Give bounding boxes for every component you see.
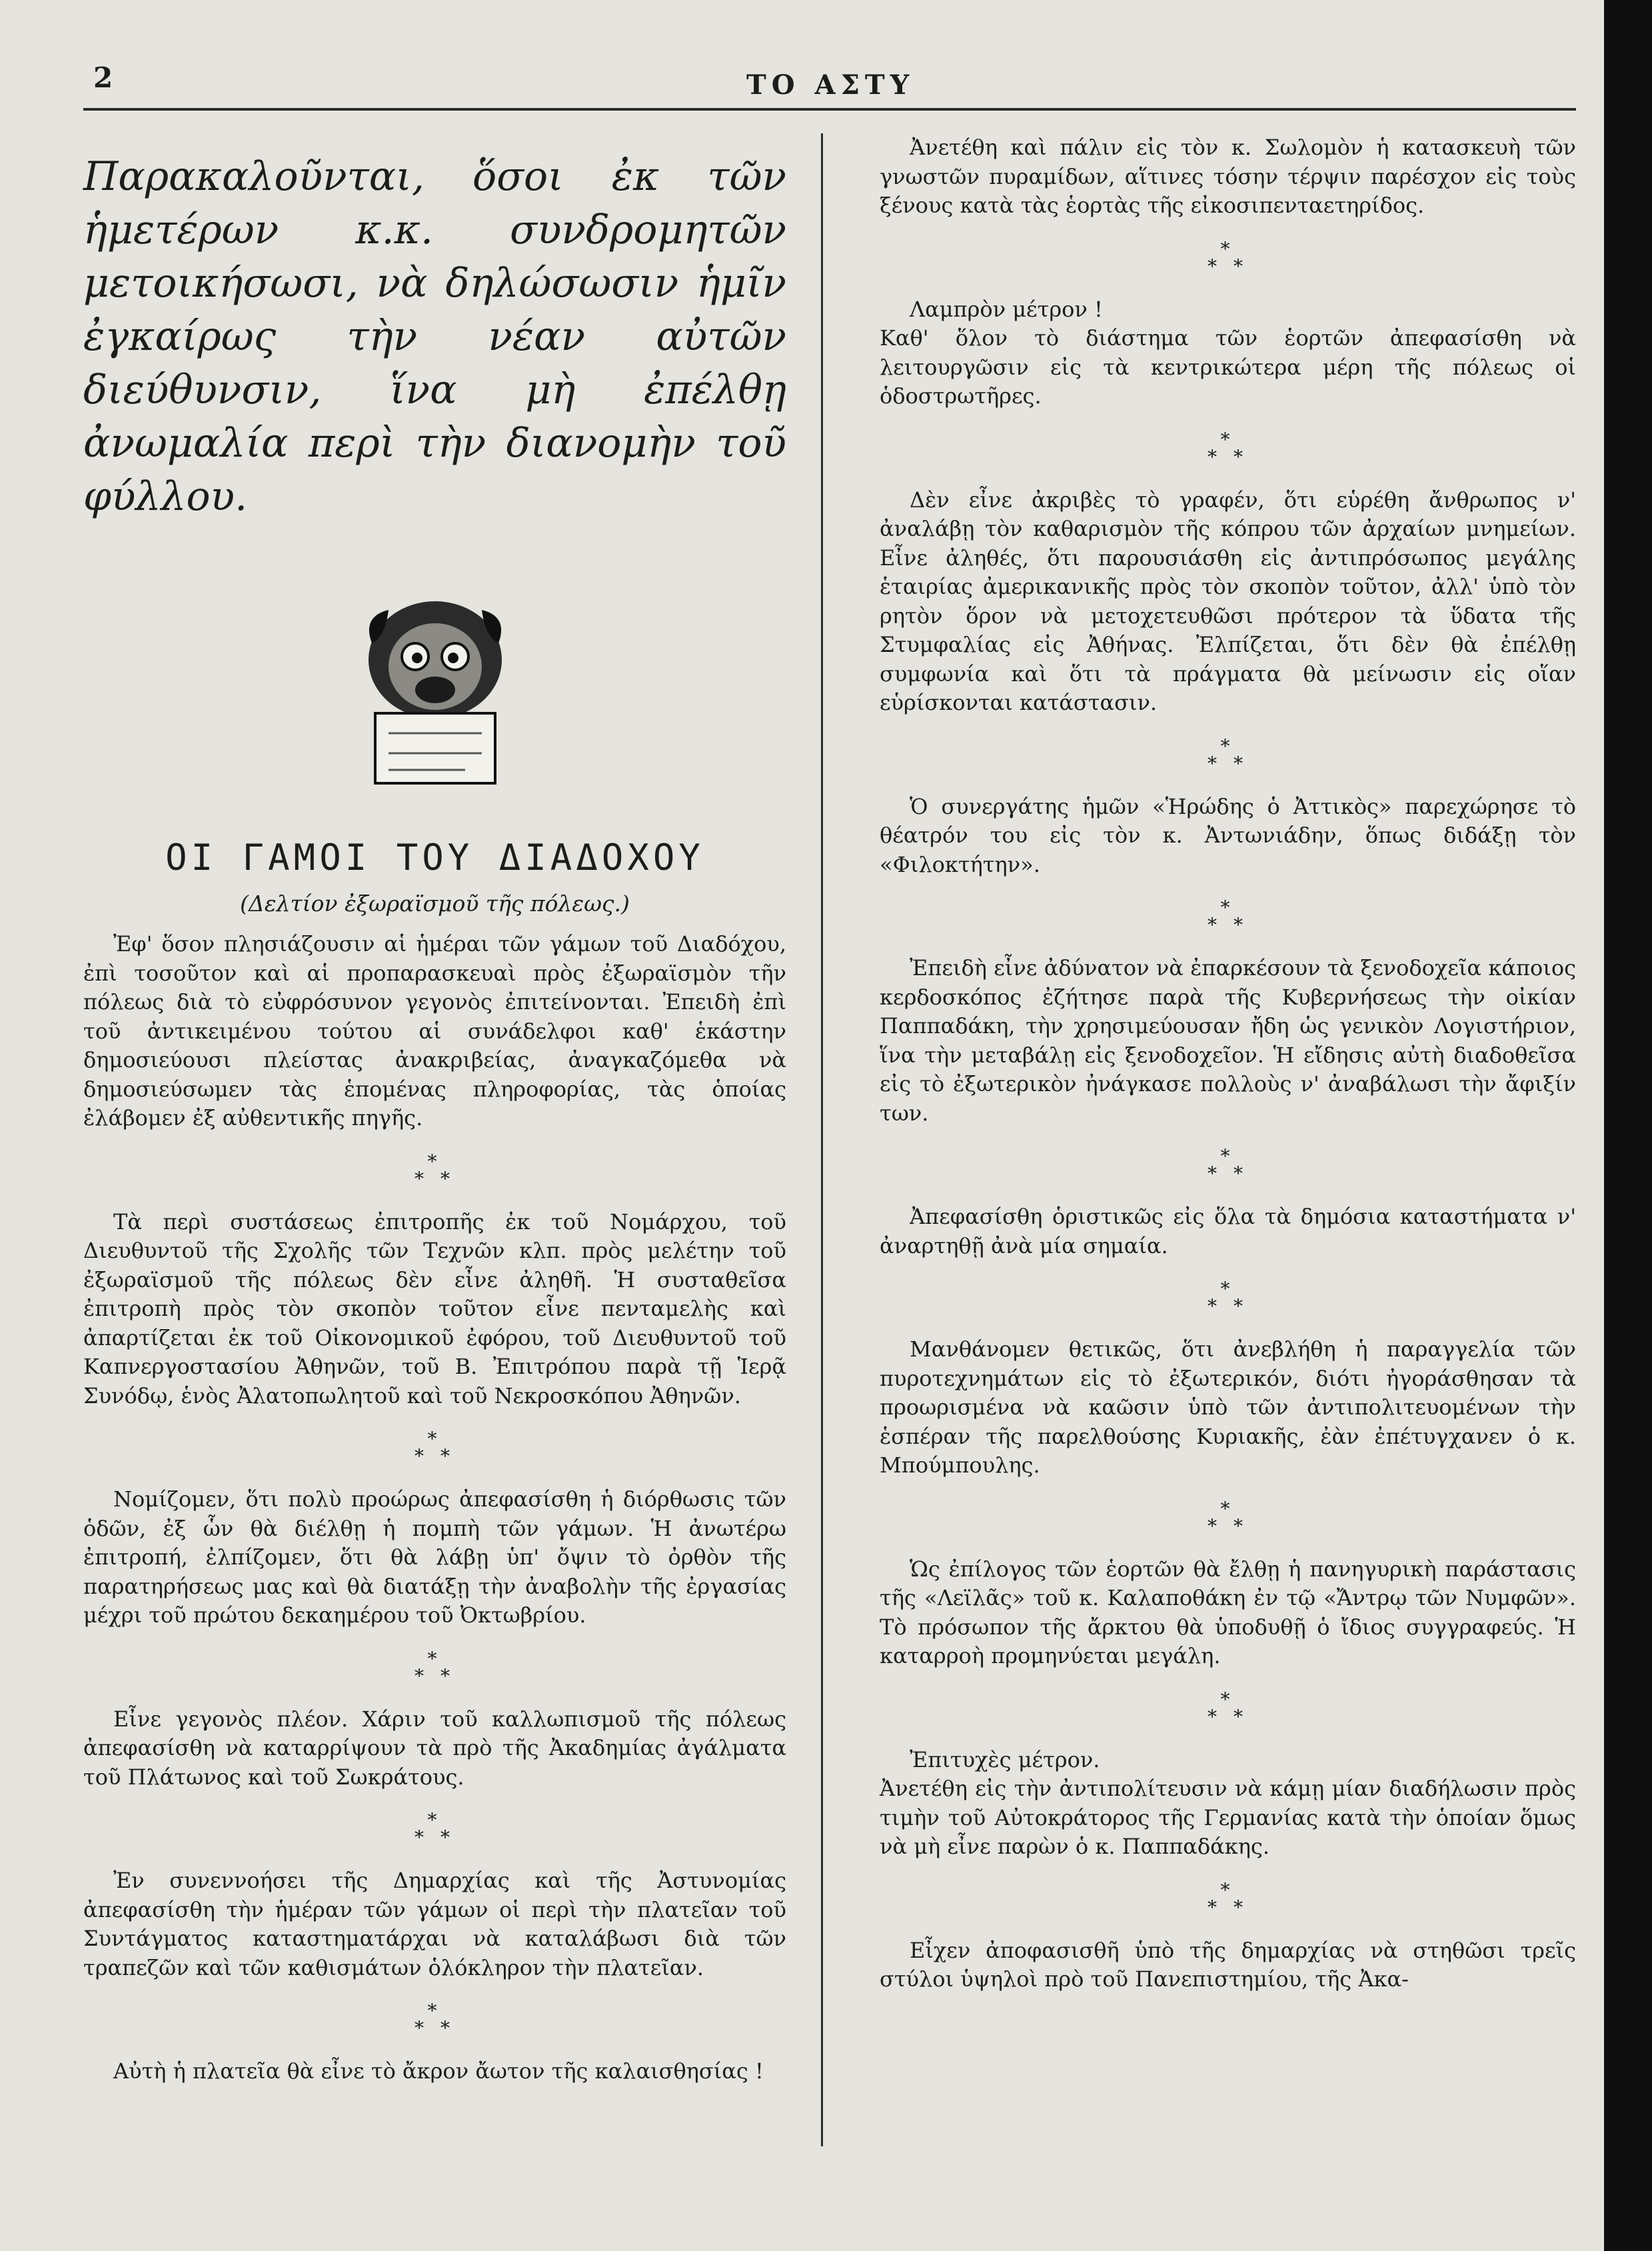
page-number: 2 — [93, 61, 113, 94]
section-separator: * * * — [1208, 237, 1248, 277]
subscriber-notice: Παρακαλοῦνται, ὅσοι ἐκ τῶν ἡμετέρων κ.κ. συνδρομητῶν μετοικήσωσι, νὰ δηλώσωσιν ἡμῖν ἐγκαίρως τὴν νέαν αὐτῶν διεύθυνσιν, ἵνα μὴ ἐπέλθῃ ἀνωμαλία περὶ τὴν διανομὴν τοῦ φύλλου. — [83, 153, 786, 520]
right-paragraph-5: Ἐπειδὴ εἶνε ἀδύνατον νὰ ἐπαρκέσουν τὰ ξενοδοχεῖα κάποιος κερδοσκόπος ἐζήτησε παρὰ τῆς Κυβερνήσεως τὴν οἰκίαν Παππαδάκη, τὴν χρησιμεύουσαν ἤδη ὡς γενικὸν Λογιστήριον, ἵνα τὴν μεταβάλῃ εἰς ξενοδοχεῖον. Ἡ εἴδησις αὐτὴ διαδοθεῖσα εἰς τὸ ἐξωτερικὸν ἠνάγκασε πολλοὺς ν' ἀναβάλωσι τὴν ἄφιξίν των. — [880, 955, 1576, 1126]
right-paragraph-2: Λαμπρὸν μέτρον ! Καθ' ὅλον τὸ διάστημα τῶν ἑορτῶν ἀπεφασίσθη νὰ λειτουργῶσιν εἰς τὰ κεντρικώτερα μέρη τῆς πόλεως οἱ ὁδοστρωτῆρες. — [880, 296, 1576, 409]
section-separator: * * * — [414, 1428, 455, 1467]
left-paragraph-3: Νομίζομεν, ὅτι πολὺ προώρως ἀπεφασίσθη ἡ διόρθωσις τῶν ὁδῶν, ἐξ ὧν θὰ διέλθῃ ἡ πομπὴ τῶν γάμων. Ἡ ἀνωτέρω ἐπιτροπή, ἐλπίζομεν, ὅτι θὰ λάβῃ ὑπ' ὄψιν τὸ ὀρθὸν τῆς παρατηρήσεως μας καὶ θὰ διατάξῃ τὴν ἀναβολὴν τῆς ἐργασίας μέχρι τοῦ πρώτου δεκαημέρου τοῦ Ὀκτωβρίου. — [83, 1486, 786, 1628]
article-heading: ΟΙ ΓΑΜΟΙ ΤΟΥ ΔΙΑΔΟΧΟΥ — [165, 837, 704, 879]
right-paragraph-9: Ἐπιτυχὲς μέτρον. Ἀνετέθη εἰς τὴν ἀντιπολίτευσιν νὰ κάμῃ μίαν διαδήλωσιν πρὸς τιμὴν τοῦ Αὐτοκράτορος τῆς Γερμανίας κατὰ τὴν ὁποίαν ὅμως νὰ μὴ εἶνε παρὼν ὁ κ. Παππαδάκης. — [880, 1746, 1576, 1859]
right-paragraph-7: Μανθάνομεν θετικῶς, ὅτι ἀνεβλήθη ἡ παραγγελία τῶν πυροτεχνημάτων εἰς τὸ ἐξωτερικόν, διότι ἠγοράσθησαν τὰ προωρισμένα νὰ καῶσιν ὑπὸ τῶν ἀντιπολιτευομένων τὴν ἑσπέραν τῆς παρελθούσης Κυριακῆς, ἐὰν ἐπέτυγχανεν ὁ κ. Μπούμπουλης. — [880, 1336, 1576, 1478]
left-column — [83, 133, 786, 2086]
column-divider — [821, 133, 823, 2146]
separator-star: * — [427, 1150, 442, 1172]
right-column — [880, 133, 1576, 1994]
left-paragraph-5: Ἐν συνεννοήσει τῆς Δημαρχίας καὶ τῆς Ἀστυνομίας ἀπεφασίσθη τὴν ἡμέραν τῶν γάμων οἱ περὶ τὴν πλατεῖαν τοῦ Συντάγματος καταστηματάρχαι νὰ καταλάβωσι διὰ τῶν τραπεζῶν καὶ τῶν καθισμάτων ὁλόκληρον τὴν πλατεῖαν. — [83, 1868, 786, 1980]
right-paragraph-1: Ἀνετέθη καὶ πάλιν εἰς τὸν κ. Σωλομὸν ἡ κατασκευὴ τῶν γνωστῶν πυραμίδων, αἵτινες τόσην τέρψιν παρέσχον εἰς τοὺς ξένους κατὰ τὰς ἑορτὰς τῆς εἰκοσιπενταετηρίδος. — [880, 135, 1576, 218]
left-paragraph-2: Τὰ περὶ συστάσεως ἐπιτροπῆς ἐκ τοῦ Νομάρχου, τοῦ Διευθυντοῦ τῆς Σχολῆς τῶν Τεχνῶν κλπ. πρὸς μελέτην τοῦ ἐξωραϊσμοῦ τῆς πόλεως δὲν εἶνε ἀληθῆ. Ἡ συσταθεῖσα ἐπιτροπὴ πρὸς τὸν σκοπὸν τοῦτον εἶνε πενταμελὴς καὶ ἀπαρτίζεται ἐκ τοῦ Οἰκονομικοῦ ἐφόρου, τοῦ Διευθυντοῦ τοῦ Καπνεργοστασίου Ἀθηνῶν, τοῦ Β. Ἐπιτρόπου παρὰ τῇ Ἱερᾷ Συνόδῳ, ἑνὸς Ἀλατοπωλητοῦ καὶ τοῦ Νεκροσκόπου Ἀθηνῶν. — [83, 1208, 786, 1408]
section-separator: * * * — [414, 1647, 455, 1687]
right-paragraph-4: Ὁ συνεργάτης ἡμῶν «Ἡρώδης ὁ Ἀττικὸς» παρεχώρησε τὸ θέατρόν του εἰς τὸν κ. Ἀντωνιάδην, ὅπως διδάξῃ τὸν «Φιλοκτήτην». — [880, 793, 1576, 877]
section-separator: * * * — [1208, 1145, 1248, 1184]
section-separator: * * * — [1208, 1878, 1248, 1918]
section-separator: * * * — [1208, 735, 1248, 775]
right-paragraph-6: Ἀπεφασίσθη ὁριστικῶς εἰς ὅλα τὰ δημόσια καταστήματα ν' ἀναρτηθῇ ἀνὰ μία σημαία. — [880, 1204, 1576, 1258]
section-separator: * * * — [414, 1809, 455, 1848]
section-separator: * * * — [1208, 1688, 1248, 1728]
section-separator: * * * — [83, 1153, 786, 1188]
section-separator: * * * — [1208, 1278, 1248, 1317]
right-paragraph-10: Εἶχεν ἀποφασισθῆ ὑπὸ τῆς δημαρχίας νὰ στηθῶσι τρεῖς στύλοι ὑψηλοὶ πρὸ τοῦ Πανεπιστημίου, τῆς Ἀκα- — [880, 1937, 1576, 1992]
left-paragraph-4: Εἶνε γεγονὸς πλέον. Χάριν τοῦ καλλωπισμοῦ τῆς πόλεως ἀπεφασίσθη νὰ καταρρίψουν τὰ πρὸ τῆς Ἀκαδημίας ἀγάλματα τοῦ Πλάτωνος καὶ τοῦ Σωκράτους. — [83, 1706, 786, 1790]
left-paragraph-1: Ἐφ' ὅσον πλησιάζουσιν αἱ ἡμέραι τῶν γάμων τοῦ Διαδόχου, ἐπὶ τοσοῦτον καὶ αἱ προπαρασκευαὶ πρὸς ἐξωραϊσμὸν τῆν πόλεως διὰ τὸ εὐφρόσυνον γεγονὸς ἐπιτείνονται. Ἐπειδὴ ἐπὶ τοῦ ἀντικειμένου τούτου αἱ συνάδελφοι καθ' ἑκάστην δημοσιεύουσι πλείστας ἀνακριβείας, ἀναγκαζόμεθα νὰ δημοσιεύσωμεν τὰς ἑπομένας πληροφορίας, τὰς ὁποίας ἐλάβομεν ἐξ αὐθεντικῆς πηγῆς. — [83, 931, 786, 1130]
section-separator: * * * — [1208, 897, 1248, 936]
article-subheading: (Δελτίον ἐξωραϊσμοῦ τῆς πόλεως.) — [240, 891, 630, 917]
section-separator: * * * — [1208, 1497, 1248, 1537]
pug-dog-with-placard-icon — [359, 590, 512, 790]
left-paragraph-6: Αὐτὴ ἡ πλατεῖα θὰ εἶνε τὸ ἄκρον ἄωτον τῆς καλαισθησίας ! — [113, 2058, 764, 2084]
header-rule — [83, 108, 1576, 111]
section-separator: * * * — [1208, 428, 1248, 468]
section-separator: * * * — [414, 2000, 455, 2039]
scan-dark-edge — [1604, 0, 1652, 2251]
right-paragraph-3: Δὲν εἶνε ἀκριβὲς τὸ γραφέν, ὅτι εὑρέθη ἄνθρωπος ν' ἀναλάβῃ τὸν καθαρισμὸν τῆς κόπρου τῶν ἀρχαίων μνημείων. Εἶνε ἀληθές, ὅτι παρουσιάσθη εἰς ἀντιπρόσωπος μεγάλης ἑταιρίας ἀμερικανικῆς πρὸς τὸν σκοπὸν τοῦτον, ἀλλ' ὑπὸ τὸν ρητὸν ὅρον νὰ μετοχετευθῶσι πρότερον τὰ ὕδατα τῆς Στυμφαλίας εἰς Ἀθήνας. Ἐλπίζεται, ὅτι δὲν θὰ ἐπέλθῃ συμφωνία καὶ ὅτι τὰ πράγματα θὰ μείνωσιν εἰς οἵαν εὑρίσκονται κατάστασιν. — [880, 487, 1576, 715]
running-title: ΤΟ ΑΣΤΥ — [746, 69, 915, 101]
right-paragraph-8: Ὡς ἐπίλογος τῶν ἑορτῶν θὰ ἔλθῃ ἡ πανηγυρικὴ παράστασις τῆς «Λεϊλᾶς» τοῦ κ. Καλαποθάκη ἐν τῷ «Ἄντρῳ τῶν Νυμφῶν». Τὸ πρόσωπον τῆς ἄρκτου θὰ ὑποδυθῇ ὁ ἴδιος συγγραφεύς. Ἡ καταρροὴ προμηνύεται μεγάλη. — [880, 1556, 1576, 1668]
